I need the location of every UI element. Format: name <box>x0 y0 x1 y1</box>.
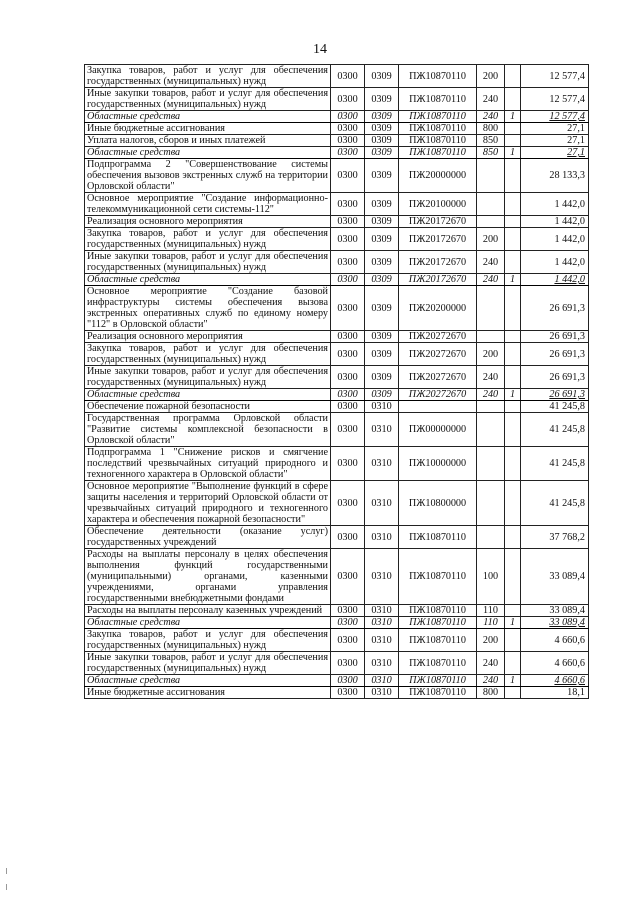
target-article-code: ПЖ10870110 <box>399 675 477 687</box>
section-code: 0300 <box>331 629 365 652</box>
table-row <box>85 331 589 343</box>
section-code: 0300 <box>331 228 365 251</box>
table-row <box>85 687 589 699</box>
expense-type-code <box>477 331 505 343</box>
section-code: 0300 <box>331 413 365 447</box>
budget-table <box>84 64 589 699</box>
expense-type-code: 110 <box>477 605 505 617</box>
subsection-code: 0310 <box>365 605 399 617</box>
section-code: 0300 <box>331 526 365 549</box>
amount: 26 691,3 <box>521 366 589 389</box>
target-article-code: ПЖ10870110 <box>399 605 477 617</box>
amount: 33 089,4 <box>521 605 589 617</box>
target-article-code: ПЖ10870110 <box>399 65 477 88</box>
expense-name: Государственная программа Орловской области "Развитие системы комплексной безопасности в Орловской области" <box>85 413 331 447</box>
table-row <box>85 111 589 123</box>
table-row <box>85 193 589 216</box>
target-article-code: ПЖ20272670 <box>399 331 477 343</box>
table-row <box>85 605 589 617</box>
section-code: 0300 <box>331 389 365 401</box>
target-article-code: ПЖ10870110 <box>399 526 477 549</box>
expense-type-code <box>477 159 505 193</box>
expense-type-code: 200 <box>477 629 505 652</box>
target-article-code: ПЖ10870110 <box>399 88 477 111</box>
table-row <box>85 413 589 447</box>
expense-type-code: 850 <box>477 135 505 147</box>
section-code: 0300 <box>331 193 365 216</box>
target-article-code: ПЖ20172670 <box>399 216 477 228</box>
expense-name: Областные средства <box>85 274 331 286</box>
subsection-code: 0310 <box>365 481 399 526</box>
target-article-code <box>399 401 477 413</box>
target-article-code: ПЖ20172670 <box>399 251 477 274</box>
target-article-code: ПЖ10870110 <box>399 687 477 699</box>
amount: 26 691,3 <box>521 286 589 331</box>
table-row <box>85 135 589 147</box>
subsection-code: 0310 <box>365 675 399 687</box>
target-article-code: ПЖ00000000 <box>399 413 477 447</box>
funding-source-code <box>505 135 521 147</box>
target-article-code: ПЖ10870110 <box>399 652 477 675</box>
amount: 27,1 <box>521 123 589 135</box>
amount: 1 442,0 <box>521 251 589 274</box>
funding-source-code <box>505 401 521 413</box>
expense-name: Иные бюджетные ассигнования <box>85 123 331 135</box>
expense-name: Областные средства <box>85 147 331 159</box>
target-article-code: ПЖ10870110 <box>399 135 477 147</box>
expense-name: Основное мероприятие "Создание базовой инфраструктуры системы обеспечения вызова экстренных оперативных служб по единому номеру "112" в Орловской области" <box>85 286 331 331</box>
subsection-code: 0309 <box>365 111 399 123</box>
target-article-code: ПЖ20200000 <box>399 286 477 331</box>
expense-type-code: 200 <box>477 228 505 251</box>
subsection-code: 0309 <box>365 343 399 366</box>
expense-type-code <box>477 447 505 481</box>
scan-mark <box>6 868 7 874</box>
expense-type-code: 800 <box>477 687 505 699</box>
expense-type-code: 240 <box>477 251 505 274</box>
table-row <box>85 389 589 401</box>
expense-type-code: 240 <box>477 274 505 286</box>
target-article-code: ПЖ10870110 <box>399 111 477 123</box>
amount: 1 442,0 <box>521 216 589 228</box>
amount: 33 089,4 <box>521 617 589 629</box>
amount: 28 133,3 <box>521 159 589 193</box>
table-row <box>85 88 589 111</box>
target-article-code: ПЖ10870110 <box>399 123 477 135</box>
section-code: 0300 <box>331 617 365 629</box>
expense-name: Уплата налогов, сборов и иных платежей <box>85 135 331 147</box>
funding-source-code <box>505 193 521 216</box>
expense-name: Основное мероприятие "Создание информационно-телекоммуникационной сети системы-112" <box>85 193 331 216</box>
expense-type-code <box>477 526 505 549</box>
funding-source-code <box>505 447 521 481</box>
table-row <box>85 65 589 88</box>
section-code: 0300 <box>331 343 365 366</box>
subsection-code: 0310 <box>365 526 399 549</box>
table-row <box>85 652 589 675</box>
expense-name: Закупка товаров, работ и услуг для обеспечения государственных (муниципальных) нужд <box>85 228 331 251</box>
funding-source-code <box>505 652 521 675</box>
expense-type-code: 240 <box>477 366 505 389</box>
amount: 41 245,8 <box>521 481 589 526</box>
expense-name: Иные бюджетные ассигнования <box>85 687 331 699</box>
subsection-code: 0310 <box>365 652 399 675</box>
funding-source-code <box>505 286 521 331</box>
table-row <box>85 401 589 413</box>
subsection-code: 0309 <box>365 228 399 251</box>
funding-source-code <box>505 343 521 366</box>
subsection-code: 0309 <box>365 389 399 401</box>
subsection-code: 0309 <box>365 286 399 331</box>
subsection-code: 0309 <box>365 135 399 147</box>
subsection-code: 0309 <box>365 65 399 88</box>
expense-name: Расходы на выплаты персоналу казенных учреждений <box>85 605 331 617</box>
section-code: 0300 <box>331 447 365 481</box>
amount: 1 442,0 <box>521 228 589 251</box>
expense-name: Иные закупки товаров, работ и услуг для обеспечения государственных (муниципальных) нужд <box>85 652 331 675</box>
amount: 41 245,8 <box>521 401 589 413</box>
amount: 4 660,6 <box>521 629 589 652</box>
funding-source-code <box>505 629 521 652</box>
amount: 4 660,6 <box>521 675 589 687</box>
funding-source-code <box>505 159 521 193</box>
target-article-code: ПЖ20172670 <box>399 228 477 251</box>
subsection-code: 0309 <box>365 123 399 135</box>
expense-type-code <box>477 413 505 447</box>
table-row <box>85 617 589 629</box>
target-article-code: ПЖ20272670 <box>399 343 477 366</box>
expense-type-code: 240 <box>477 675 505 687</box>
amount: 12 577,4 <box>521 88 589 111</box>
funding-source-code <box>505 687 521 699</box>
scan-mark <box>6 884 7 890</box>
target-article-code: ПЖ10870110 <box>399 629 477 652</box>
section-code: 0300 <box>331 366 365 389</box>
target-article-code: ПЖ20272670 <box>399 389 477 401</box>
subsection-code: 0309 <box>365 366 399 389</box>
section-code: 0300 <box>331 88 365 111</box>
funding-source-code <box>505 481 521 526</box>
table-row <box>85 447 589 481</box>
table-row <box>85 526 589 549</box>
amount: 26 691,3 <box>521 389 589 401</box>
section-code: 0300 <box>331 274 365 286</box>
expense-name: Обеспечение деятельности (оказание услуг) государственных учреждений <box>85 526 331 549</box>
expense-type-code <box>477 216 505 228</box>
expense-name: Иные закупки товаров, работ и услуг для обеспечения государственных (муниципальных) нужд <box>85 366 331 389</box>
table-row <box>85 286 589 331</box>
funding-source-code <box>505 228 521 251</box>
funding-source-code <box>505 65 521 88</box>
funding-source-code <box>505 123 521 135</box>
section-code: 0300 <box>331 65 365 88</box>
section-code: 0300 <box>331 147 365 159</box>
table-row <box>85 366 589 389</box>
subsection-code: 0310 <box>365 687 399 699</box>
funding-source-code <box>505 216 521 228</box>
amount: 33 089,4 <box>521 549 589 605</box>
expense-type-code: 100 <box>477 549 505 605</box>
amount: 4 660,6 <box>521 652 589 675</box>
subsection-code: 0310 <box>365 447 399 481</box>
expense-name: Реализация основного мероприятия <box>85 331 331 343</box>
amount: 12 577,4 <box>521 111 589 123</box>
table-row <box>85 629 589 652</box>
amount: 41 245,8 <box>521 413 589 447</box>
expense-type-code <box>477 193 505 216</box>
section-code: 0300 <box>331 605 365 617</box>
target-article-code: ПЖ10870110 <box>399 549 477 605</box>
subsection-code: 0309 <box>365 251 399 274</box>
section-code: 0300 <box>331 687 365 699</box>
subsection-code: 0310 <box>365 401 399 413</box>
expense-type-code: 240 <box>477 652 505 675</box>
subsection-code: 0309 <box>365 147 399 159</box>
table-row <box>85 147 589 159</box>
section-code: 0300 <box>331 251 365 274</box>
expense-name: Реализация основного мероприятия <box>85 216 331 228</box>
subsection-code: 0310 <box>365 549 399 605</box>
table-row <box>85 343 589 366</box>
subsection-code: 0309 <box>365 159 399 193</box>
amount: 1 442,0 <box>521 193 589 216</box>
expense-type-code: 240 <box>477 111 505 123</box>
section-code: 0300 <box>331 159 365 193</box>
target-article-code: ПЖ20272670 <box>399 366 477 389</box>
expense-name: Областные средства <box>85 389 331 401</box>
amount: 26 691,3 <box>521 343 589 366</box>
section-code: 0300 <box>331 123 365 135</box>
table-row <box>85 274 589 286</box>
target-article-code: ПЖ10870110 <box>399 617 477 629</box>
section-code: 0300 <box>331 135 365 147</box>
expense-type-code: 110 <box>477 617 505 629</box>
expense-name: Подпрограмма 2 "Совершенствование системы обеспечения вызовов экстренных служб на территории Орловской области" <box>85 159 331 193</box>
funding-source-code <box>505 413 521 447</box>
target-article-code: ПЖ10870110 <box>399 147 477 159</box>
expense-type-code <box>477 401 505 413</box>
section-code: 0300 <box>331 401 365 413</box>
expense-name: Закупка товаров, работ и услуг для обеспечения государственных (муниципальных) нужд <box>85 65 331 88</box>
amount: 26 691,3 <box>521 331 589 343</box>
funding-source-code: 1 <box>505 389 521 401</box>
expense-type-code: 200 <box>477 65 505 88</box>
funding-source-code: 1 <box>505 617 521 629</box>
subsection-code: 0309 <box>365 274 399 286</box>
expense-name: Основное мероприятие "Выполнение функций в сфере защиты населения и территорий Орловской области от чрезвычайных ситуаций природного и техногенного характера и обеспечения пожарной безопасности" <box>85 481 331 526</box>
funding-source-code <box>505 526 521 549</box>
target-article-code: ПЖ20172670 <box>399 274 477 286</box>
funding-source-code <box>505 549 521 605</box>
funding-source-code <box>505 331 521 343</box>
funding-source-code <box>505 88 521 111</box>
expense-name: Расходы на выплаты персоналу в целях обеспечения выполнения функций государственными (муниципальными) органами, казенными учреждениями, органами управления государственными внебюджетными фондами <box>85 549 331 605</box>
funding-source-code: 1 <box>505 675 521 687</box>
table-row <box>85 159 589 193</box>
expense-name: Закупка товаров, работ и услуг для обеспечения государственных (муниципальных) нужд <box>85 629 331 652</box>
funding-source-code: 1 <box>505 147 521 159</box>
section-code: 0300 <box>331 675 365 687</box>
subsection-code: 0310 <box>365 413 399 447</box>
table-row <box>85 123 589 135</box>
expense-type-code: 240 <box>477 88 505 111</box>
expense-type-code: 850 <box>477 147 505 159</box>
table-row <box>85 675 589 687</box>
subsection-code: 0309 <box>365 193 399 216</box>
funding-source-code <box>505 605 521 617</box>
amount: 18,1 <box>521 687 589 699</box>
table-row <box>85 481 589 526</box>
section-code: 0300 <box>331 549 365 605</box>
section-code: 0300 <box>331 652 365 675</box>
amount: 27,1 <box>521 147 589 159</box>
subsection-code: 0310 <box>365 617 399 629</box>
subsection-code: 0309 <box>365 331 399 343</box>
expense-name: Подпрограмма 1 "Снижение рисков и смягчение последствий чрезвычайных ситуаций природного и техногенного характера в Орловской области" <box>85 447 331 481</box>
expense-name: Областные средства <box>85 111 331 123</box>
page-number: 14 <box>313 42 327 57</box>
section-code: 0300 <box>331 216 365 228</box>
table-row <box>85 228 589 251</box>
target-article-code: ПЖ10000000 <box>399 447 477 481</box>
amount: 27,1 <box>521 135 589 147</box>
amount: 1 442,0 <box>521 274 589 286</box>
expense-type-code <box>477 481 505 526</box>
expense-name: Закупка товаров, работ и услуг для обеспечения государственных (муниципальных) нужд <box>85 343 331 366</box>
expense-name: Областные средства <box>85 617 331 629</box>
target-article-code: ПЖ20100000 <box>399 193 477 216</box>
table-row <box>85 549 589 605</box>
section-code: 0300 <box>331 111 365 123</box>
expense-name: Областные средства <box>85 675 331 687</box>
table-row <box>85 251 589 274</box>
amount: 41 245,8 <box>521 447 589 481</box>
expense-name: Иные закупки товаров, работ и услуг для обеспечения государственных (муниципальных) нужд <box>85 88 331 111</box>
funding-source-code: 1 <box>505 111 521 123</box>
table-body <box>85 65 589 699</box>
section-code: 0300 <box>331 331 365 343</box>
expense-name: Обеспечение пожарной безопасности <box>85 401 331 413</box>
section-code: 0300 <box>331 481 365 526</box>
expense-type-code: 200 <box>477 343 505 366</box>
table-row <box>85 216 589 228</box>
target-article-code: ПЖ10800000 <box>399 481 477 526</box>
expense-type-code: 240 <box>477 389 505 401</box>
expense-type-code: 800 <box>477 123 505 135</box>
funding-source-code: 1 <box>505 274 521 286</box>
section-code: 0300 <box>331 286 365 331</box>
subsection-code: 0309 <box>365 88 399 111</box>
subsection-code: 0310 <box>365 629 399 652</box>
subsection-code: 0309 <box>365 216 399 228</box>
amount: 37 768,2 <box>521 526 589 549</box>
expense-name: Иные закупки товаров, работ и услуг для обеспечения государственных (муниципальных) нужд <box>85 251 331 274</box>
amount: 12 577,4 <box>521 65 589 88</box>
target-article-code: ПЖ20000000 <box>399 159 477 193</box>
funding-source-code <box>505 366 521 389</box>
expense-type-code <box>477 286 505 331</box>
funding-source-code <box>505 251 521 274</box>
